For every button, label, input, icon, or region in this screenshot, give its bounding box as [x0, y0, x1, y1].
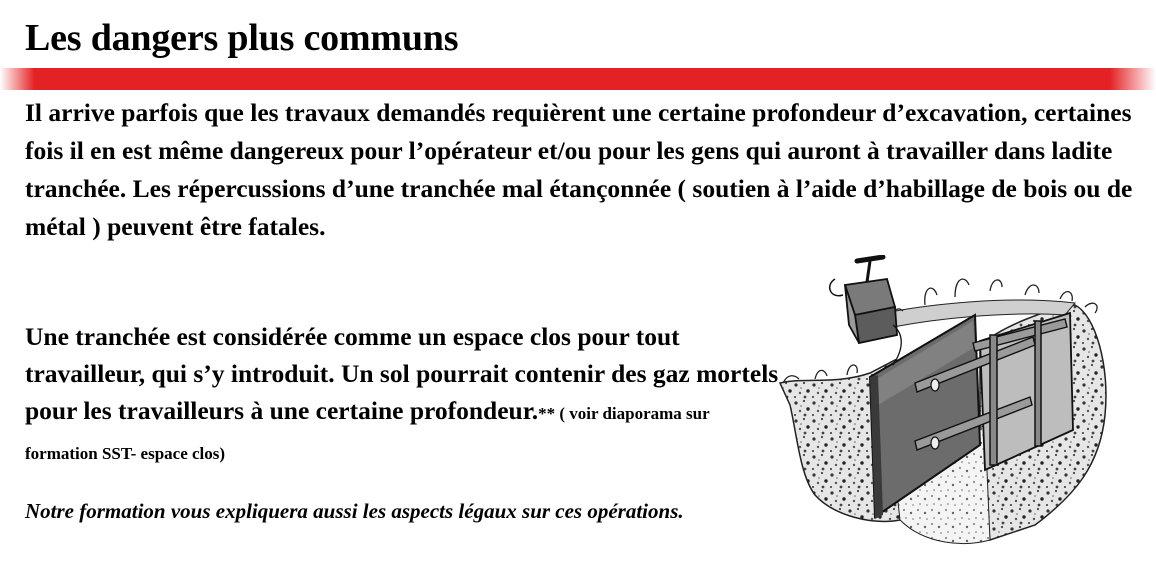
confined-space-paragraph: [25, 318, 785, 472]
page-title: Les dangers plus communs: [25, 17, 459, 59]
confined-space-text: Une tranchée est considérée comme un espace clos pour tout travailleur, qui s’y introduit. Un sol pourrait contenir des gaz mortels pour les travailleurs à une certaine profondeur.: [25, 322, 779, 425]
training-note: Notre formation vous expliquera aussi les aspects légaux sur ces opérations.: [25, 499, 684, 523]
title-underline-bar: [0, 68, 1156, 90]
trench-shoring-icon: [775, 255, 1120, 555]
intro-paragraph: Il arrive parfois que les travaux demandés requièrent une certaine profondeur d’excavation, certaines fois il en est même dangereux pour l’opérateur et/ou pour les gens qui auront à travailler dans ladite tranchée. Les répercussions d’une tranchée mal étançonnée ( soutien à l’aide d’habillage de bois ou de métal ) peuvent être fatales.: [25, 98, 1133, 241]
slideshow-reference: ** ( voir diaporama sur formation SST- espace clos): [25, 404, 710, 463]
